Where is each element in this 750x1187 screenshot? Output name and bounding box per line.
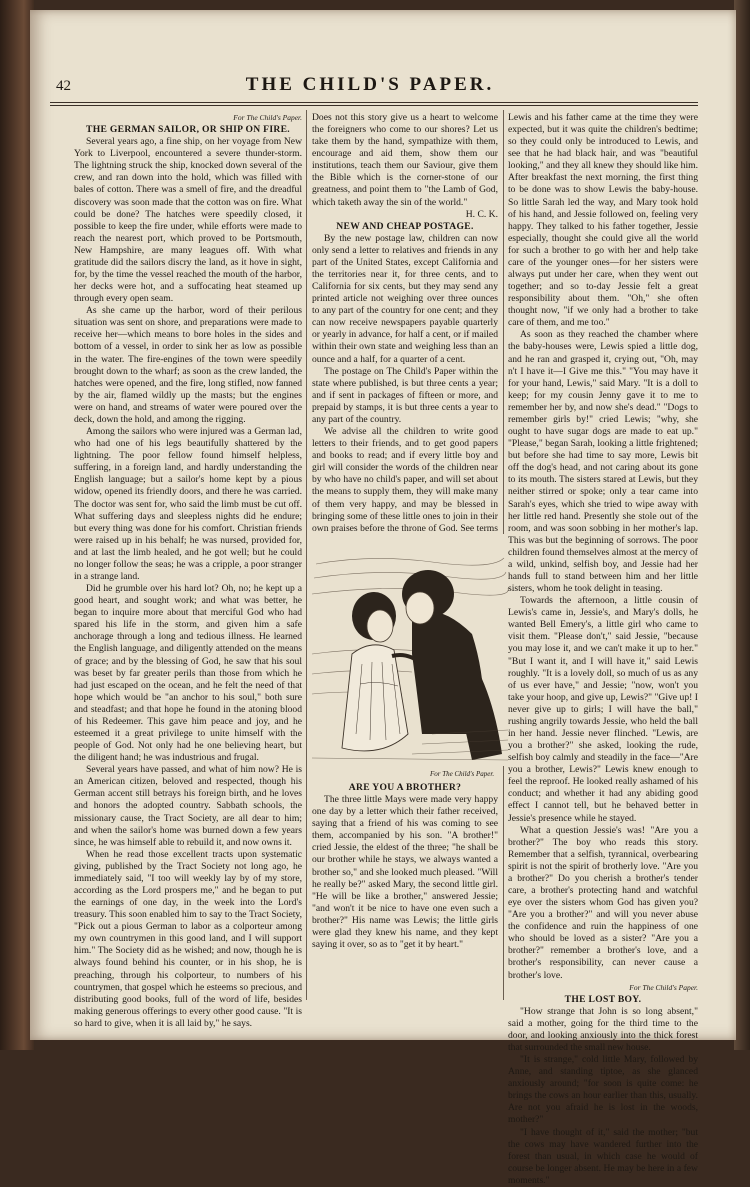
page-number: 42 xyxy=(56,78,71,94)
column-divider xyxy=(306,110,307,1000)
article-heading: THE GERMAN SAILOR, OR SHIP ON FIRE. xyxy=(86,124,290,136)
paragraph: When he read those excellent tracts upon systematic giving, published by the Tract Society not long ago, he immediately said, "I too will weekly lay by of my store, according as the Lord prospers me," and he began to put the earnings of one day, in the week into the Lord's treasury. This soon enabled him to say to the Tract Society, "Pick out a pious German to labor as a colporteur among my own countrymen in this good land, and I will support him." The Society did as he wished; and now, though he is always found behind his counter, or in his shop, he is preaching, through his colporteur, to numbers of his countrymen, that gospel which he esteems so precious, and distributing good books, full of the word of life, besides making generous offerings to every other good cause. "It is so hard to give, when it is all laid by," he says. xyxy=(74,848,302,1029)
paragraph: Several years ago, a fine ship, on her voyage from New York to Liverpool, encountered a severe thunder-storm. The lightning struck the ship, knocked down several of the crew, and ran down into the hold, which was filled with bales of cotton. There was a smell of fire, and the dreadful discovery was soon made that the cotton was on fire. What could be done? The hatches were speedily closed, it possible to keep the fire under, while efforts were made to reach the nearest port, which proved to be Portsmouth, New Hampshire, are many leagues off. With what gratitude did the sailors discry the land, as it hove in sight, for, by the time the vessel reached the mouth of the harbor, her decks were hot, and a suffocating heat steamed up through every open seam. xyxy=(74,136,302,305)
paragraph: Towards the afternoon, a little cousin of Lewis's came in, Jessie's, and Mary's dolls, he wanted Bell Emery's, a little girl who came to visit them. "Please don't," said Jessie, "because you may lose it, and we can't make it up to her." "But I want it, and I will have it," said Lewis roughly. "It is a lovely doll, so much of us as any of us ever have," and Jessie; "now, won't you take your hoop, and give up, Lewis?" "Give up! I never give up to girls; I will have the ball," rushing angrily towards Jessie, who held the ball in her hand. Jessie never flinched. "Lewis, are you a brother?" she asked, looking the rude, selfish boy calmly and steadily in the face—"Are you a brother, Lewis?" Lewis knew enough to feel the reproof. He looked really ashamed of his conduct; and whether it had any abiding good effect I cannot tell, but he behaved better in Jessie's presence while he stayed. xyxy=(508,595,698,824)
paragraph: As she came up the harbor, word of their perilous situation was sent on shore, and preparations were made to receive her—which means to bore holes in the sides and bottom of a vessel, in order to sink her as low as possible in the water. The fire-engines of the town were speedily brought down to the wharf; as soon as the crew landed, the hatches were opened, and the fire, long stifled, now fanned by the air, flamed wildly up the masts; but the engines were on hand, and streams of water were poured over the deck, down the hold, and among the rigging. xyxy=(74,305,302,425)
paragraph: We advise all the children to write good letters to their friends, and to get good papers and books to read; and if every little boy and girl will consider the words of the children near by who have no child's paper, and will set about the means to supply them, they will make many of them very happy, and may be blessed in bringing some of these little ones to join in their own praises before the throne of God. See terms xyxy=(312,426,498,534)
paragraph: "I have thought of it," said the mother; "but the cows may have wandered further into the forest than usual, in which case he would of course be longer absent. He may be here in a few moments." xyxy=(508,1126,698,1186)
paragraph: As soon as they reached the chamber where the baby-houses were, Lewis spied a little dog, and he ran and grasped it, crying out, "Oh, may n't I have it—I Give me this." "You may have it for your hand, Lewis," said Mary. "It is a doll to keep; for my cousin Jenny gave it to me to remember her by, and now she's dead." "Dogs to remember girls by!" cried Lewis; "why, she ought to have sugar dogs are made to eat up." "Please," began Sarah, looking a little frightened; but before she had time to say more, Lewis bit off the dog's head, and not caring about its gone to its mouth. The sisters stared at Lewis, but they neither stirred or spoke; only a tear came into Sarah's eyes, which she tried to wipe away with her little red hand. Presently she stole out of the room, and was soon sobbing in her mother's lap. This was but the beginning of sorrows. The poor children found themselves almost at the mercy of a wild, unkind, selfish boy, and Jessie had her hands full to stand between him and her little sisters, whom he took delight in teasing. xyxy=(508,329,698,595)
article-heading: THE LOST BOY. xyxy=(564,993,642,1005)
paragraph: The three little Mays were made very happy one day by a letter which their father received, saying that a friend of his was coming to see them, accompanied by his son. "A brother!" cried Jessie, the eldest of the three; "he shall be our brother while he stays, we always wanted a brother so," and she looked much pleased. "Will he really be?" asked Mary, the second little girl. "He will be like a brother," answered Jessie; "and won't it be nice to have one even such a brother?" His name was Lewis; the little girls were glad they knew his name, and they kept saying it over, so as to "get it by heart." xyxy=(312,794,498,951)
paragraph: By the new postage law, children can now only send a letter to relatives and friends in any part of the United States, except California and the territories near it, for three cents, and to California for six cents, but they may send any printed article not weighing over three ounces to any part of the country for one cent; and they can now receive newspapers payable quarterly or yearly in advance, for half a cent, or if mailed within their own state and weighing less than an ounce and a half, for a quarter of a cent. xyxy=(312,232,498,365)
article-credit: For The Child's Paper. xyxy=(629,982,698,992)
engraving-illustration xyxy=(312,534,508,766)
paragraph: Several years have passed, and what of him now? He is an American citizen, beloved and respected, though his German accent still betrays his foreign birth, and he loves and honors the adopted country. Sabbath schools, the missionary cause, the Tract Society, are all dear to him; and when the sailor's home was burned down a few years since, he was himself able to rebuild it, and now owns it. xyxy=(74,764,302,848)
paragraph: Among the sailors who were injured was a German lad, who had one of his legs beautifully shattered by the lightning. The poor fellow found himself helpless, suffering, in a foreign land, and hardly understanding the English language; but a sailor's home kept by a pious widow, opened its friendly doors, and there he was carried. The doctor was sent for, who said the limb must be cut off. What suffering days and sleepless nights did he endure; but every thing was done for his comfort. Christian friends were raised up in his behalf; he was nursed, provided for, and at last the limb healed, and he got well; but he could no longer follow the seas; he was a cripple, a poor stranger in a strange land. xyxy=(74,426,302,582)
illustration-caption: For The Child's Paper. xyxy=(430,770,495,778)
article-heading: ARE YOU A BROTHER? xyxy=(348,782,462,793)
column-1 xyxy=(74,112,302,1029)
article-heading: NEW AND CHEAP POSTAGE. xyxy=(336,220,474,232)
book-binding xyxy=(0,0,34,1050)
paragraph: What a question Jessie's was! "Are you a brother?" The boy who reads this story. Remember that a selfish, tyrannical, overbearing spirit is not the spirit of brotherly love. "Are you a brother?" Do you cherish a brother's tender care, a brother's protecting hand and watchful eye over the sisters whom God has given you? "Are you a brother?" and will you never abuse the confidence and ruin the happiness of one who should be loved as a sister? "Are you a brother?" remember a brother's love, and a brother's responsibility, can never cause a brother's love. xyxy=(508,824,698,981)
paragraph: "How strange that John is so long absent," said a mother, going for the third time to the door, and looking anxiously into the thick forest that surrounded the small new house. xyxy=(508,1005,698,1054)
page-header xyxy=(44,74,696,100)
column-2 xyxy=(312,112,498,532)
paragraph: Did he grumble over his hard lot? Oh, no; he kept up a good heart, and sought work; and what was better, he began to inquire more about that merciful God who had spared his life in the storm, and given him a safe anchorage through a long and tedious illness. He learned the English language, and diligently attended on the means of grace; and by the blessing of God, he saw that his soul was beset by far greater perils than those from which he had just escaped on the ocean, and he felt the need of that hope which would be "an anchor to his soul," both sure and steadfast; and that hope he found in the atoning blood of his Redeemer. This gave him peace and joy, and he esteemed it a great privilege to unite himself with the people of God. Not only had he one believing heart, but the diligent hand; he was industrious and frugal. xyxy=(74,583,302,764)
column-2-lower xyxy=(312,782,498,996)
paragraph: "It is strange," cold little Mary, followed by Anne, and standing tiptoe, as she glanced anxiously around; "for soon is quite come: he brings the cows an hour earlier than this, usually. Are not you afraid he is lost in the woods, mother?" xyxy=(508,1054,698,1126)
article-signature: H. C. K. xyxy=(465,208,498,220)
book-edge xyxy=(734,0,750,1050)
header-rule xyxy=(50,105,698,106)
header-rule xyxy=(50,102,698,103)
paragraph: Does not this story give us a heart to welcome the foreigners who come to our shores? Let us take them by the hand, sympathize with them, encourage and aid them, show them our institutions, teach them our Saviour, give them the Bible which is the corner-stone of our greatness, and point them to "the Lamb of God, which taketh away the sin of the world." xyxy=(312,112,498,208)
paragraph: Lewis and his father came at the time they were expected, but it was quite the children's bedtime; so they could only be introduced to Lewis, and see that he had black hair, and was "beautiful looking," and they all knew they should like him. After breakfast the next morning, the first thing to be done was to show Lewis the baby-house. So little Sarah led the way, and Mary took hold of his hand, and Jessie followed on, feeling very happy. They talked to his father together, Jessie especially, thought she could give all the world for such a brother to go with her and help take care of the younger ones—for her sisters were always put under her care, when they went out together; and so to-day Jessie felt a great responsibility about them. "Oh," she often thought now, "if we only had a brother to take care of them, and me too." xyxy=(508,112,698,329)
column-3 xyxy=(508,112,698,1186)
article-credit: For The Child's Paper. xyxy=(233,113,302,122)
paragraph: The postage on The Child's Paper within the state where published, is but three cents a year; and if sent in packages of fifteen or more, and prepaid by stamps, it is but three cents a year to any part of the country. xyxy=(312,365,498,425)
page-title: THE CHILD'S PAPER. xyxy=(245,74,495,95)
